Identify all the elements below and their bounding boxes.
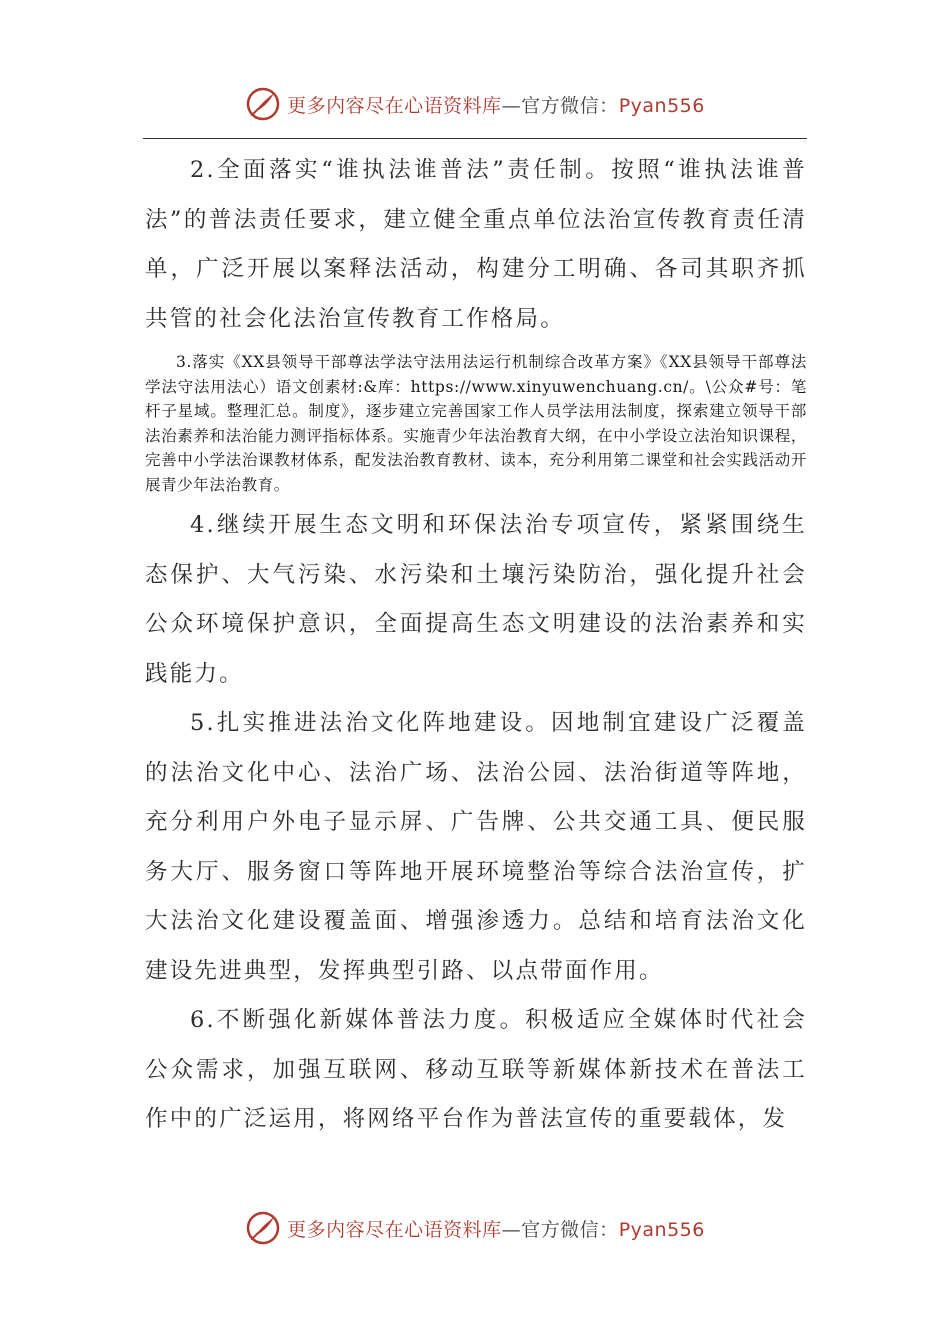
quill-logo-icon bbox=[245, 86, 281, 122]
paragraph-3: 3.落实《XX县领导干部尊法学法守法用法运行机制综合改革方案》《XX县领导干部尊法学法守法用法心）语文创素材:&库：https://www.xinyuwenchuang.cn/。\公众#号：笔杆子星域。整理汇总。制度》，逐步建立完善国家工作人员学法用法制度，探索建立领导干部法治素养和法治能力测评指标体系。实施青少年法治教育大纲，在中小学设立法治知识课程，完善中小学法治课教材体系，配发法治教育教材、读本，充分利用第二课堂和社会实践活动开展青少年法治教育。 bbox=[145, 353, 807, 494]
watermark-separator: — bbox=[501, 94, 522, 117]
watermark-main: 更多内容尽在心语资料库 bbox=[287, 1218, 502, 1241]
watermark-text bbox=[287, 91, 705, 118]
document-body bbox=[145, 146, 807, 1145]
paragraph-5: 5.扎实推进法治文化阵地建设。因地制宜建设广泛覆盖的法治文化中心、法治广场、法治公园、法治街道等阵地，充分利用户外电子显示屏、广告牌、公共交通工具、便民服务大厅、服务窗口等阵地开展环境整治等综合法治宣传，扩大法治文化建设覆盖面、增强渗透力。总结和培育法治文化建设先进典型，发挥典型引路、以点带面作用。 bbox=[145, 710, 807, 984]
watermark-text bbox=[287, 1215, 705, 1242]
paragraph-4: 4.继续开展生态文明和环保法治专项宣传，紧紧围绕生态保护、大气污染、水污染和土壤污染防治，强化提升社会公众环境保护意识，全面提高生态文明建设的法治素养和实践能力。 bbox=[145, 512, 807, 687]
paragraph-2: 2.全面落实“谁执法谁普法”责任制。按照“谁执法谁普法”的普法责任要求，建立健全重点单位法治宣传教育责任清单，广泛开展以案释法活动，构建分工明确、各司其职齐抓共管的社会化法治宣传教育工作格局。 bbox=[145, 157, 807, 332]
watermark-id: Pyan556 bbox=[618, 1218, 705, 1241]
watermark-separator: — bbox=[501, 1218, 522, 1241]
quill-logo-icon bbox=[245, 1210, 281, 1246]
header-watermark bbox=[0, 84, 950, 124]
watermark-label: 官方微信： bbox=[521, 1218, 619, 1241]
watermark-label: 官方微信： bbox=[521, 94, 619, 117]
header-divider bbox=[143, 138, 807, 139]
paragraph-6: 6.不断强化新媒体普法力度。积极适应全媒体时代社会公众需求，加强互联网、移动互联等新媒体新技术在普法工作中的广泛运用，将网络平台作为普法宣传的重要载体，发 bbox=[145, 1007, 807, 1132]
watermark-id: Pyan556 bbox=[618, 94, 705, 117]
watermark-main: 更多内容尽在心语资料库 bbox=[287, 94, 502, 117]
footer-watermark bbox=[0, 1208, 950, 1248]
